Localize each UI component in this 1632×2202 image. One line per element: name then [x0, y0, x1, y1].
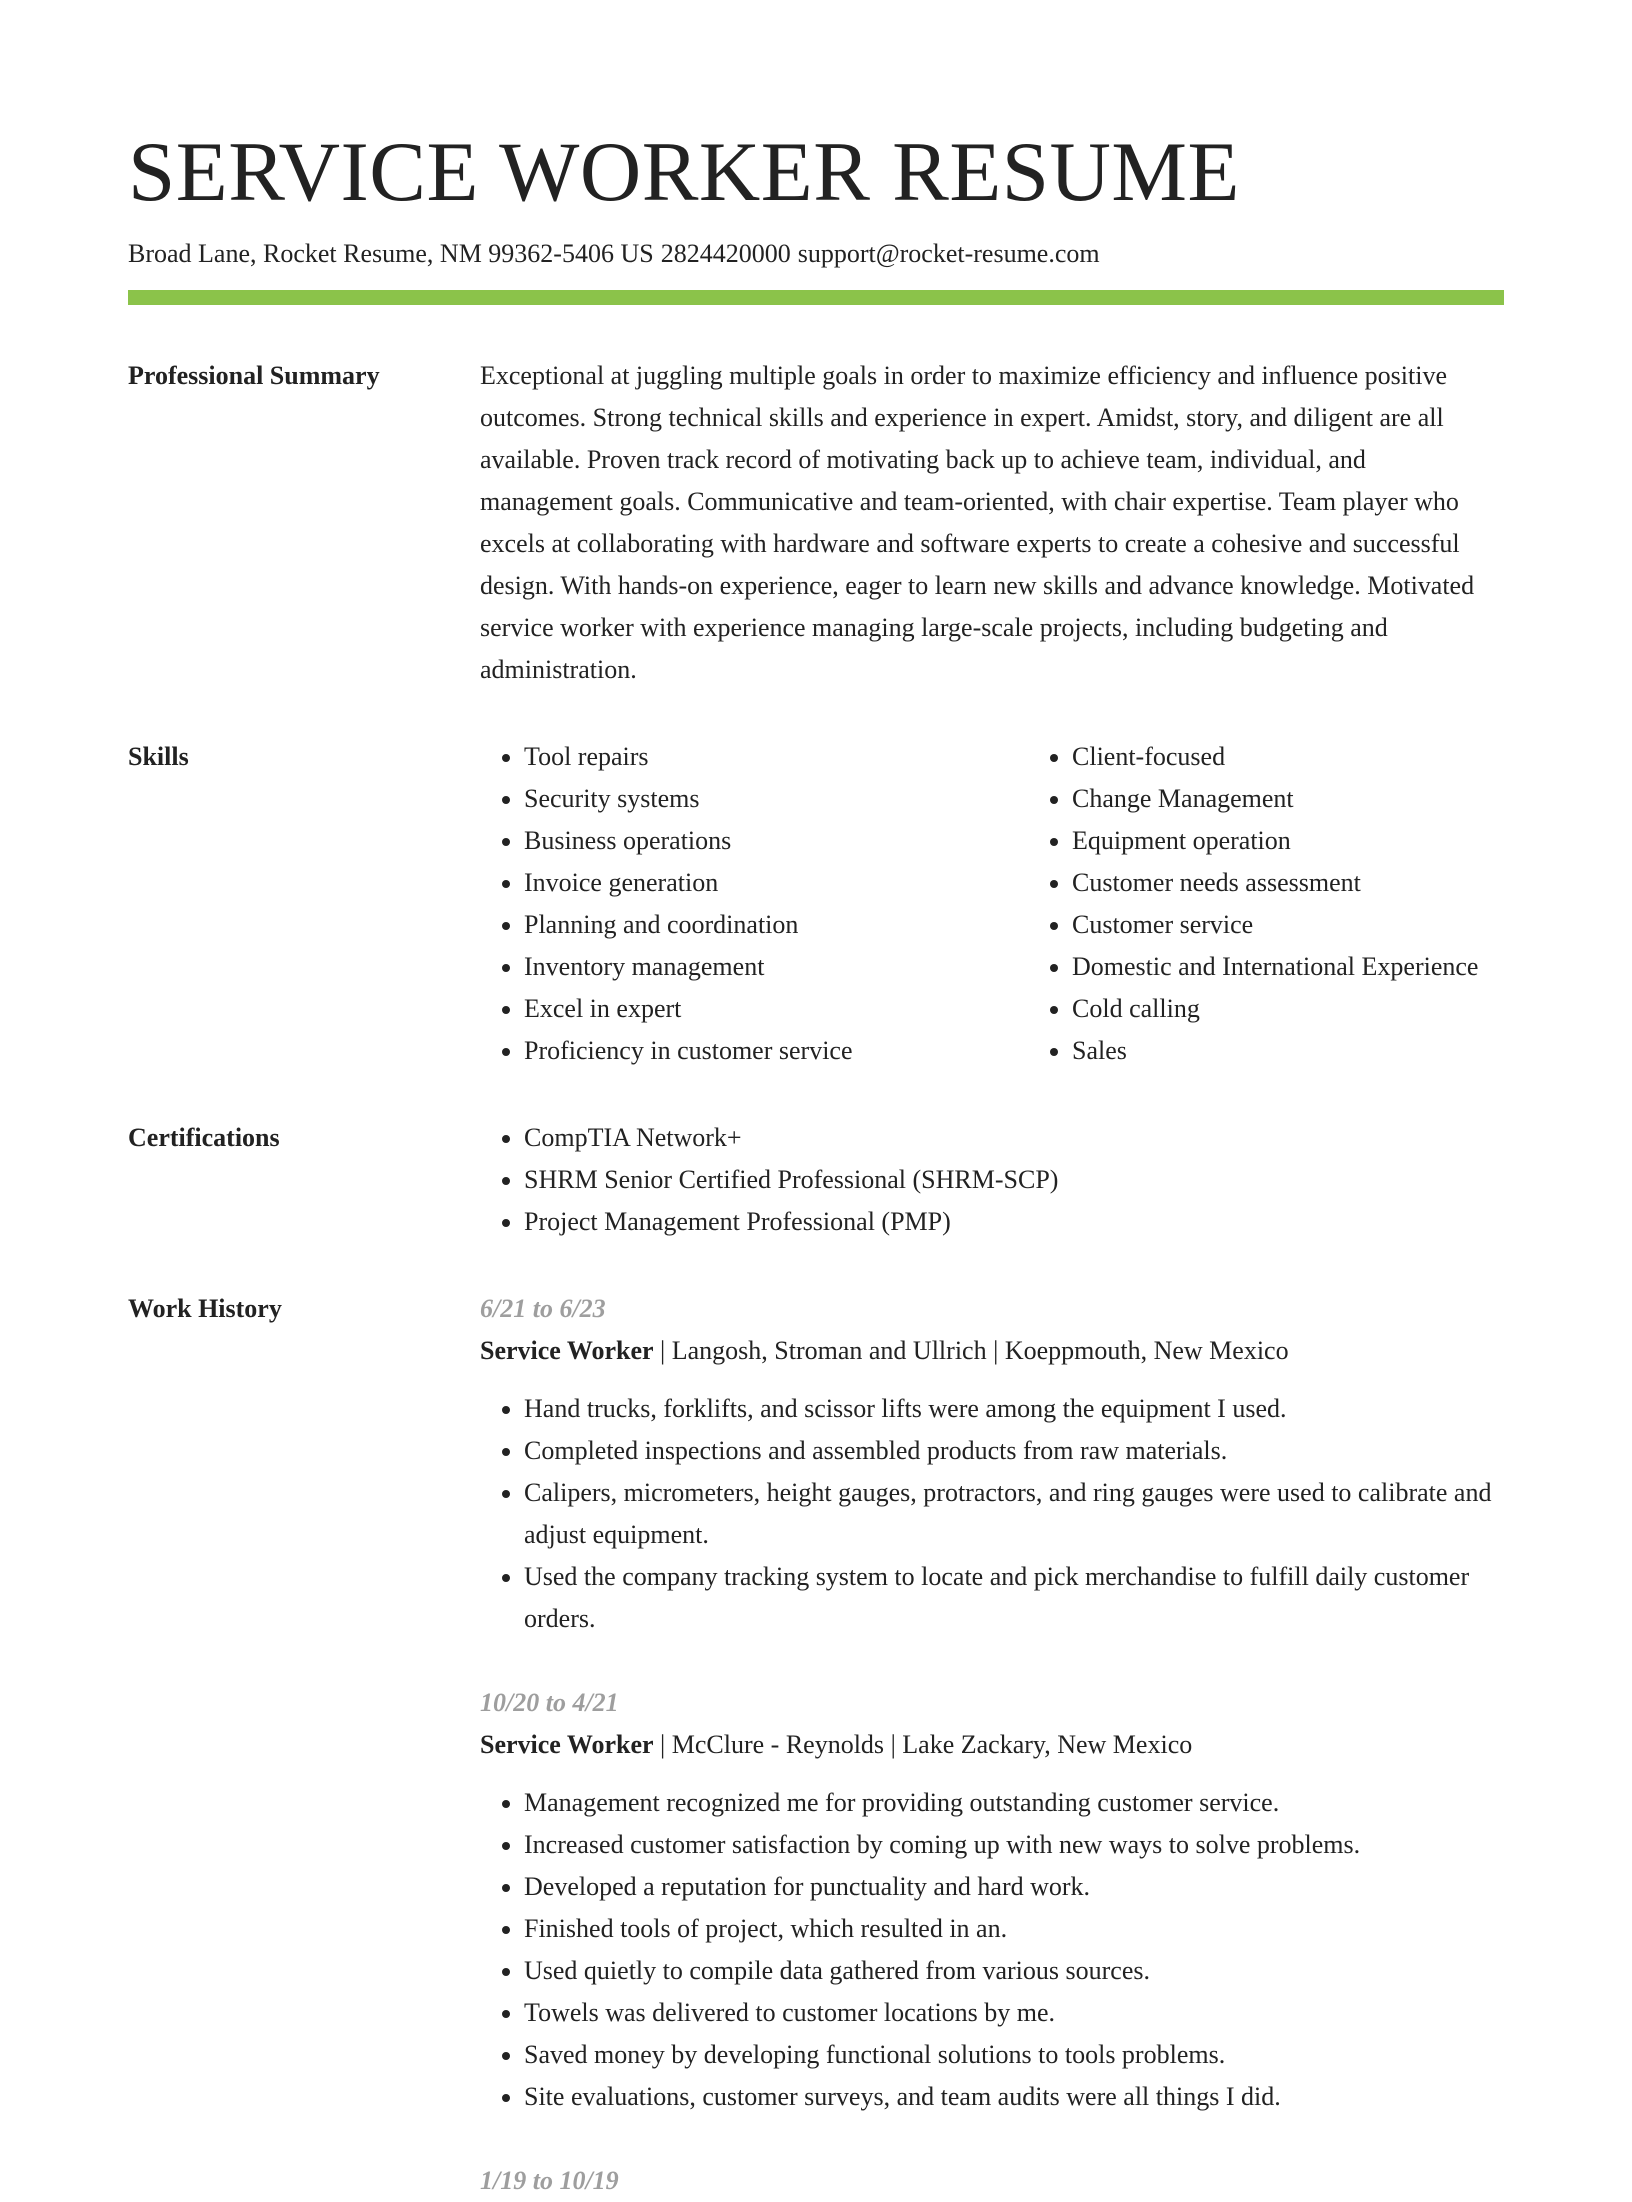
section-label-certifications: Certifications: [128, 1123, 280, 1152]
job-role: Service Worker: [480, 1730, 654, 1759]
list-item: • Equipment operation: [1072, 820, 1504, 862]
skills-list-left: [480, 736, 1028, 1072]
list-item: • SHRM Senior Certified Professional (SHRM-SCP): [524, 1159, 1504, 1201]
job-bullets: [480, 1782, 1504, 2118]
job-role: Service Worker: [480, 1336, 654, 1365]
list-item: • Security systems: [524, 778, 1028, 820]
job-heading: Service Worker | Langosh, Stroman and Ullrich | Koeppmouth, New Mexico: [480, 1336, 1289, 1365]
skills-list-right: [1028, 736, 1504, 1072]
list-item: • Sales: [1072, 1030, 1504, 1072]
list-item: • Project Management Professional (PMP): [524, 1201, 1504, 1243]
job-dates: 6/21 to 6/23: [480, 1294, 606, 1323]
contact-email: support@rocket-resume.com: [797, 239, 1100, 268]
resume-page: [128, 118, 1504, 2202]
contact-phone: 2824420000: [660, 239, 791, 268]
section-label-skills: Skills: [128, 742, 189, 771]
skills-section: [128, 736, 1504, 1072]
list-item: • Excel in expert: [524, 988, 1028, 1030]
list-item: • Increased customer satisfaction by coming up with new ways to solve problems.: [524, 1824, 1504, 1866]
list-item: • Developed a reputation for punctuality and hard work.: [524, 1866, 1504, 1908]
header-divider: [128, 290, 1504, 305]
section-label-work-history: Work History: [128, 1294, 282, 1323]
list-item: • Change Management: [1072, 778, 1504, 820]
job-dates: 10/20 to 4/21: [480, 1688, 619, 1717]
contact-line: [128, 236, 1504, 272]
certifications-list: [480, 1117, 1504, 1243]
certifications-section: [128, 1117, 1504, 1243]
list-item: • Proficiency in customer service: [524, 1030, 1028, 1072]
list-item: • Inventory management: [524, 946, 1028, 988]
list-item: • Customer service: [1072, 904, 1504, 946]
list-item: • Calipers, micrometers, height gauges, protractors, and ring gauges were used to calibrate and adjust equipment.: [524, 1472, 1504, 1556]
list-item: • Used quietly to compile data gathered from various sources.: [524, 1950, 1504, 1992]
resume-title: SERVICE WORKER RESUME: [128, 125, 1240, 219]
job-entry: [480, 1682, 1504, 2118]
job-entry: [480, 2160, 1504, 2202]
list-item: • CompTIA Network+: [524, 1117, 1504, 1159]
list-item: • Customer needs assessment: [1072, 862, 1504, 904]
section-label-summary: Professional Summary: [128, 361, 380, 390]
list-item: • Completed inspections and assembled products from raw materials.: [524, 1430, 1504, 1472]
list-item: • Business operations: [524, 820, 1028, 862]
list-item: • Invoice generation: [524, 862, 1028, 904]
list-item: • Used the company tracking system to locate and pick merchandise to fulfill daily customer orders.: [524, 1556, 1504, 1640]
summary-section: [128, 355, 1504, 691]
list-item: • Cold calling: [1072, 988, 1504, 1030]
job-dates: 1/19 to 10/19: [480, 2166, 619, 2195]
list-item: • Management recognized me for providing outstanding customer service.: [524, 1782, 1504, 1824]
list-item: • Tool repairs: [524, 736, 1028, 778]
contact-address: Broad Lane, Rocket Resume, NM 99362-5406 US: [128, 239, 654, 268]
list-item: • Planning and coordination: [524, 904, 1028, 946]
job-company: Langosh, Stroman and Ullrich: [671, 1336, 987, 1365]
list-item: • Towels was delivered to customer locations by me.: [524, 1992, 1504, 2034]
job-entry: [480, 1288, 1504, 1640]
list-item: • Saved money by developing functional solutions to tools problems.: [524, 2034, 1504, 2076]
summary-text: Exceptional at juggling multiple goals in order to maximize efficiency and influence positive outcomes. Strong technical skills and experience in expert. Amidst, story, and diligent are all available. Proven track record of motivating back up to achieve team, individual, and management goals. Communicative and team-oriented, with chair expertise. Team player who excels at collaborating with hardware and software experts to create a cohesive and successful design. With hands-on experience, eager to learn new skills and advance knowledge. Motivated service worker with experience managing large-scale projects, including budgeting and administration.: [480, 361, 1475, 684]
work-history-section: [128, 1288, 1504, 2202]
job-heading: Service Worker | McClure - Reynolds | Lake Zackary, New Mexico: [480, 1730, 1193, 1759]
job-bullets: [480, 1388, 1504, 1640]
list-item: • Hand trucks, forklifts, and scissor lifts were among the equipment I used.: [524, 1388, 1504, 1430]
list-item: • Finished tools of project, which resulted in an.: [524, 1908, 1504, 1950]
list-item: • Site evaluations, customer surveys, and team audits were all things I did.: [524, 2076, 1504, 2118]
list-item: • Client-focused: [1072, 736, 1504, 778]
job-company: McClure - Reynolds: [671, 1730, 885, 1759]
job-location: Lake Zackary, New Mexico: [902, 1730, 1193, 1759]
job-location: Koeppmouth, New Mexico: [1004, 1336, 1289, 1365]
list-item: • Domestic and International Experience: [1072, 946, 1504, 988]
